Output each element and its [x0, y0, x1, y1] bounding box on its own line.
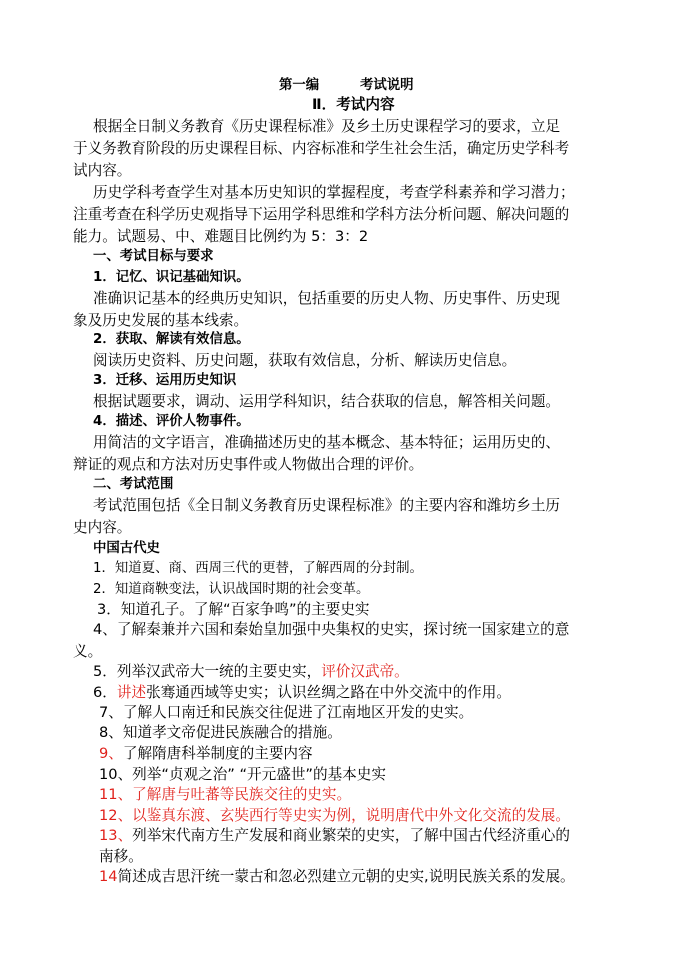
goal-body: 象及历史发展的基本线索。	[73, 312, 249, 329]
list-item: 义。	[73, 643, 103, 660]
scope-body: 史内容。	[73, 519, 132, 536]
scope-heading: 二、考试范围	[93, 477, 174, 492]
goal-title: 4．描述、评价人物事件。	[93, 414, 250, 429]
goal-body: 用简洁的文字语言，准确描述历史的基本概念、基本特征；运用历史的、	[93, 434, 561, 451]
goal-title: 1．记忆、识记基础知识。	[93, 270, 250, 285]
list-item: 南移。	[99, 848, 143, 865]
highlighted-text: 13、	[99, 827, 133, 844]
intro-line: 能力。试题易、中、难题目比例约为 5：3：2	[73, 228, 369, 245]
list-item: 4、了解秦兼并六国和秦始皇加强中央集权的史实，探讨统一国家建立的意	[93, 621, 570, 638]
part-title: 第一编	[279, 78, 320, 93]
list-item	[99, 870, 575, 885]
list-item: 7、了解人口南迁和民族交往促进了江南地区开发的史实。	[99, 704, 474, 721]
goals-heading: 一、考试目标与要求	[93, 249, 214, 264]
list-item-text: 6．	[93, 684, 117, 701]
section-title: Ⅱ．考试内容	[312, 96, 395, 113]
goal-title: 2．获取、解读有效信息。	[93, 332, 250, 347]
list-item-text: 张骞通西域等史实；认识丝绸之路在中外交流中的作用。	[146, 684, 511, 701]
intro-line: 于义务教育阶段的历史课程目标、内容标准和学生社会生活，确定历史学科考	[73, 140, 570, 157]
list-item	[93, 665, 409, 680]
list-item-text: 列举宋代南方生产发展和商业繁荣的史实，了解中国古代经济重心的	[132, 827, 570, 844]
highlighted-text: 讲述	[116, 684, 147, 701]
goal-body: 辩证的观点和方法对历史事件或人物做出合理的评价。	[73, 456, 424, 473]
goal-body: 阅读历史资料、历史问题，获取有效信息，分析、解读历史信息。	[93, 352, 517, 369]
intro-line: 历史学科考查学生对基本历史知识的掌握程度，考查学科素养和学习潜力；	[93, 184, 575, 201]
list-item: 3．知道孔子。了解“百家争鸣”的主要史实	[97, 601, 370, 618]
list-item	[99, 829, 570, 844]
highlighted-text: 14	[99, 868, 118, 885]
list-item: 11、了解唐与吐蕃等民族交往的史实。	[99, 786, 352, 803]
list-item: 10、列举“贞观之治” “开元盛世”的基本史实	[99, 766, 386, 783]
highlighted-text: 9、	[99, 745, 123, 762]
list-item: 2．知道商鞅变法，认识战国时期的社会变革。	[93, 582, 370, 597]
list-item: 12、以鉴真东渡、玄奘西行等史实为例，说明唐代中外文化交流的发展。	[99, 807, 570, 824]
goal-title: 3．迁移、运用历史知识	[93, 373, 237, 388]
scope-subheading: 中国古代史	[93, 541, 160, 556]
part-subtitle: 考试说明	[360, 78, 414, 93]
list-item: 1．知道夏、商、西周三代的更替，了解西周的分封制。	[93, 561, 423, 576]
intro-line: 注重考查在科学历史观指导下运用学科思维和学科方法分析问题、解决问题的	[73, 206, 570, 223]
list-item-text: 简述成吉思汗统一蒙古和忽必烈建立元朝的史实,说明民族关系的发展。	[117, 868, 575, 885]
list-item: 8、知道孝文帝促进民族融合的措施。	[99, 724, 342, 741]
highlighted-text: 评价汉武帝。	[321, 663, 409, 680]
intro-line: 根据全日制义务教育《历史课程标准》及乡土历史课程学习的要求，立足	[93, 118, 561, 135]
list-item-text: 5．列举汉武帝大一统的主要史实，	[93, 663, 322, 680]
intro-line: 试内容。	[73, 162, 132, 179]
goal-body: 根据试题要求，调动、运用学科知识，结合获取的信息，解答相关问题。	[93, 393, 561, 410]
list-item	[93, 686, 511, 701]
list-item	[99, 747, 313, 762]
goal-body: 准确识记基本的经典历史知识，包括重要的历史人物、历史事件、历史现	[93, 290, 561, 307]
list-item-text: 了解隋唐科举制度的主要内容	[122, 745, 313, 762]
scope-body: 考试范围包括《全日制义务教育历史课程标准》的主要内容和潍坊乡土历	[93, 497, 561, 514]
